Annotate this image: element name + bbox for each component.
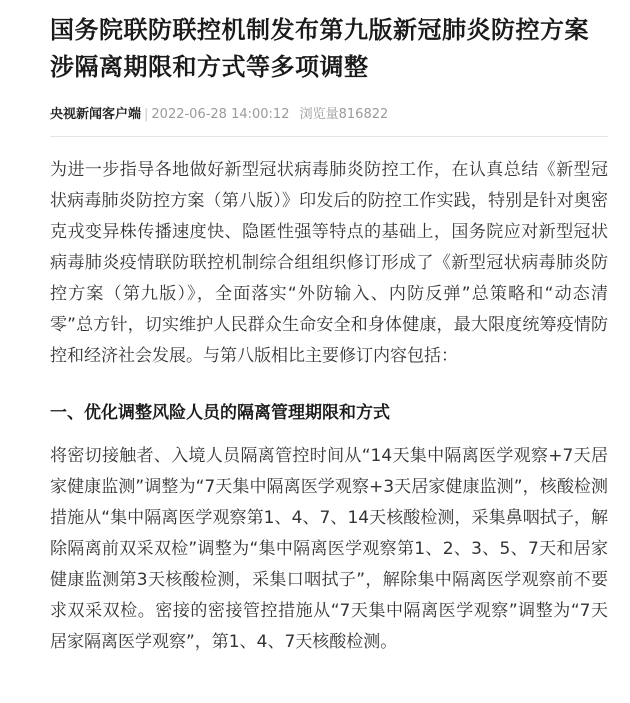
publish-datetime: 2022-06-28 14:00:12: [151, 107, 290, 122]
meta-divider: [50, 136, 608, 137]
view-count: 浏览量816822: [299, 107, 389, 122]
article-title: 国务院联防联控机制发布第九版新冠肺炎防控方案 涉隔离期限和方式等多项调整: [50, 16, 589, 81]
source-name[interactable]: 央视新闻客户端: [50, 107, 142, 122]
intro-paragraph: 为进一步指导各地做好新型冠状病毒肺炎防控工作，在认真总结《新型冠状病毒肺炎防控方案（第八版）》印发后的防控工作实践，特别是针对奥密克戎变异株传播速度快、隐匿性强等特点的基础上，国务院应对新型冠状病毒肺炎疫情联防联控机制综合组组织修订形成了《新型冠状病毒肺炎防控方案（第九版）》，全面落实“外防输入、内防反弹”总策略和“动态清零”总方针，切实维护人民群众生命安全和身体健康，最大限度统筹疫情防控和经济社会发展。与第八版相比主要修订内容包括：: [50, 160, 608, 366]
article-meta: [50, 106, 608, 124]
body-paragraph: 将密切接触者、入境人员隔离管控时间从“14天集中隔离医学观察+7天居家健康监测”调整为“7天集中隔离医学观察+3天居家健康监测”，核酸检测措施从“集中隔离医学观察第1、4、7、14天核酸检测，采集鼻咽拭子，解除隔离前双采双检”调整为“集中隔离医学观察第1、2、3、5、7天和居家健康监测第3天核酸检测，采集口咽拭子”，解除集中隔离医学观察前不要求双采双检。密接的密接管控措施从“7天集中隔离医学观察”调整为“7天居家隔离医学观察”，第1、4、7天核酸检测。: [50, 446, 608, 652]
meta-separator: |: [144, 107, 149, 122]
section-heading: 一、优化调整风险人员的隔离管理期限和方式: [50, 403, 390, 423]
